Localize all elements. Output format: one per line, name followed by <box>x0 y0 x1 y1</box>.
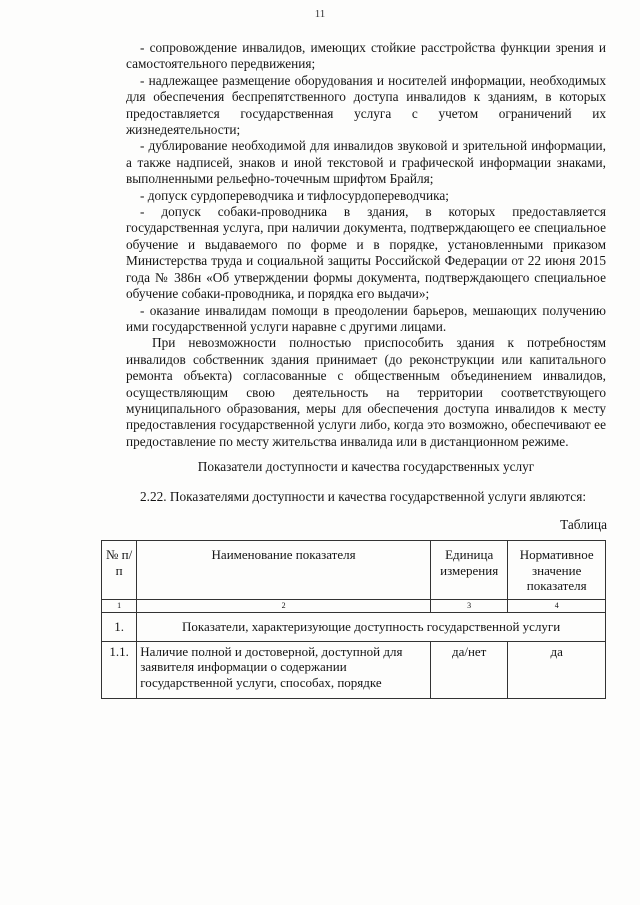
column-number: 3 <box>430 600 507 613</box>
paragraph-barriers: - оказание инвалидам помощи в преодолении барьеров, мешающих получению ими государственной услуги наравне с другими лицами. <box>126 302 606 334</box>
column-number: 4 <box>508 600 606 613</box>
paragraph-equipment: - надлежащее размещение оборудования и носителей информации, необходимых для обеспечения беспрепятственного доступа инвалидов к зданиям, в которых предоставляется государственная услуга с учетом ограничений их жизнедеятельности; <box>126 72 606 138</box>
header-norm: Нормативное значение показателя <box>508 541 606 600</box>
row-unit: да/нет <box>430 641 507 698</box>
paragraph-impossibility: При невозможности полностью приспособить здания к потребностям инвалидов собственник здания принимает (до реконструкции или капитального ремонта объекта) согласованные с общественным объединением инвалидов, осуществляющим свою деятельность на территории соответствующего муниципального образования, меры для обеспечения доступа инвалидов к месту предоставления государственной услуги либо, когда это возможно, обеспечивают ее предоставление по месту жительства инвалида или в дистанционном режиме. <box>126 335 606 449</box>
table-column-numbers-row <box>102 600 606 613</box>
intro-paragraph: 2.22. Показателями доступности и качества государственной услуги являются: <box>140 489 587 504</box>
section-heading: Показатели доступности и качества государственных услуг <box>197 459 535 474</box>
table-header-row <box>102 541 606 600</box>
row-name: Наличие полной и достоверной, доступной для заявителя информации о содержании государственной услуги, способах, порядке <box>137 641 431 698</box>
row-number: 1.1. <box>102 641 137 698</box>
table-section-row <box>102 613 606 642</box>
paragraph-escort: - сопровождение инвалидов, имеющих стойкие расстройства функции зрения и самостоятельного передвижения; <box>126 40 606 72</box>
page-number: 11 <box>314 8 326 20</box>
indicators-table <box>101 540 606 699</box>
paragraph-guide-dog: - допуск собаки-проводника в здания, в которых предоставляется государственная услуга, при наличии документа, подтверждающего ее специальное обучение и выдаваемого по форме и в порядке, установленными приказом Министерства труда и социальной защиты Российской Федерации от 22 июня 2015 года № 386н «Об утверждении формы документа, подтверждающего специальное обучение собаки-проводника, и порядка его выдачи»; <box>126 204 606 302</box>
body-text <box>126 40 606 450</box>
table-label: Таблица <box>560 517 607 532</box>
table-row <box>102 641 606 698</box>
header-number: № п/п <box>102 541 137 600</box>
section-title: Показатели, характеризующие доступность государственной услуги <box>137 613 606 642</box>
header-unit: Единица измерения <box>430 541 507 600</box>
paragraph-interpreter: - допуск сурдопереводчика и тифлосурдопереводчика; <box>140 187 449 203</box>
column-number: 1 <box>102 600 137 613</box>
paragraph-braille: - дублирование необходимой для инвалидов звуковой и зрительной информации, а также надписей, знаков и иной текстовой и графической информации знаками, выполненными рельефно-точечным шрифтом Брайля; <box>126 138 606 187</box>
section-number: 1. <box>102 613 137 642</box>
row-norm: да <box>508 641 606 698</box>
header-name: Наименование показателя <box>137 541 431 600</box>
column-number: 2 <box>137 600 431 613</box>
